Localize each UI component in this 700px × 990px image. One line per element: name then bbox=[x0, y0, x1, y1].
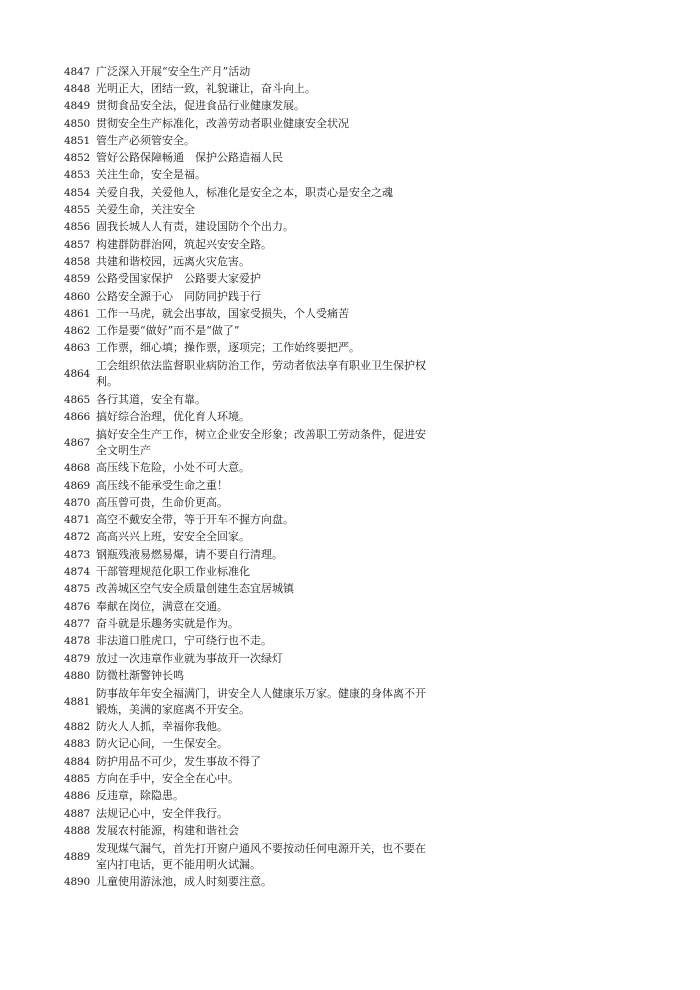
item-text: 贯彻安全生产标准化，改善劳动者职业健康安全状况 bbox=[96, 116, 349, 130]
item-text: 防火记心间，一生保安全。 bbox=[96, 737, 228, 751]
list-item bbox=[64, 460, 464, 477]
list-item bbox=[64, 408, 464, 425]
item-number: 4861 bbox=[64, 307, 90, 320]
item-text: 共建和谐校园，远离火灾危害。 bbox=[96, 254, 250, 268]
item-number: 4848 bbox=[64, 82, 90, 95]
list-item bbox=[64, 115, 464, 132]
item-number: 4855 bbox=[64, 204, 90, 217]
item-number: 4880 bbox=[64, 669, 90, 682]
list-item bbox=[64, 563, 464, 580]
item-text: 方向在手中，安全全在心中。 bbox=[96, 772, 239, 786]
list-item bbox=[64, 667, 464, 684]
item-number: 4854 bbox=[64, 186, 90, 199]
item-text: 关注生命，安全是福。 bbox=[96, 168, 206, 182]
item-number: 4879 bbox=[64, 652, 90, 665]
item-number: 4867 bbox=[64, 436, 90, 449]
item-number: 4865 bbox=[64, 393, 90, 406]
list-item bbox=[64, 685, 464, 719]
item-number: 4864 bbox=[64, 368, 90, 381]
item-text: 工作是要“做好”而不是“做了” bbox=[96, 324, 240, 338]
item-text: 法规记心中，安全伴我行。 bbox=[96, 806, 228, 820]
item-number: 4875 bbox=[64, 583, 90, 596]
item-text: 放过一次违章作业就为事故开一次绿灯 bbox=[96, 651, 283, 665]
list-item bbox=[64, 305, 464, 322]
list-item bbox=[64, 288, 464, 305]
item-text: 钢瓶残液易燃易爆，请不要自行清理。 bbox=[96, 547, 283, 561]
list-item bbox=[64, 149, 464, 166]
item-text: 奉献在岗位，满意在交通。 bbox=[96, 599, 228, 613]
item-number: 4887 bbox=[64, 807, 90, 820]
item-text: 各行其道，安全有靠。 bbox=[96, 392, 206, 406]
item-text: 管好公路保障畅通 保护公路造福人民 bbox=[96, 151, 283, 165]
list-item bbox=[64, 615, 464, 632]
item-number: 4856 bbox=[64, 221, 90, 234]
item-text: 光明正大，团结一致，礼貌谦让，奋斗向上。 bbox=[96, 81, 316, 95]
item-number: 4868 bbox=[64, 462, 90, 475]
list-item bbox=[64, 840, 464, 874]
list-item bbox=[64, 253, 464, 270]
item-text: 高高兴兴上班，安安全全回家。 bbox=[96, 530, 250, 544]
item-number: 4890 bbox=[64, 876, 90, 889]
item-text: 防微杜渐警钟长鸣 bbox=[96, 668, 184, 682]
item-number: 4881 bbox=[64, 695, 90, 708]
list-item bbox=[64, 546, 464, 563]
item-number: 4878 bbox=[64, 635, 90, 648]
item-number: 4885 bbox=[64, 773, 90, 786]
item-text: 工会组织依法监督职业病防治工作，劳动者依法享有职业卫生保护权 利。 bbox=[96, 359, 426, 389]
list-item bbox=[64, 822, 464, 839]
item-number: 4877 bbox=[64, 617, 90, 630]
item-number: 4886 bbox=[64, 790, 90, 803]
item-text: 搞好综合治理，优化育人环境。 bbox=[96, 409, 250, 423]
list-item bbox=[64, 770, 464, 787]
list-item bbox=[64, 719, 464, 736]
item-number: 4850 bbox=[64, 117, 90, 130]
list-item bbox=[64, 788, 464, 805]
list-item bbox=[64, 271, 464, 288]
item-text: 改善城区空气安全质量创建生态宜居城镇 bbox=[96, 582, 294, 596]
list-item bbox=[64, 753, 464, 770]
list-item bbox=[64, 98, 464, 115]
list-item bbox=[64, 80, 464, 97]
item-number: 4859 bbox=[64, 273, 90, 286]
item-text: 公路受国家保护 公路要大家爱护 bbox=[96, 272, 261, 286]
item-number: 4860 bbox=[64, 290, 90, 303]
item-text: 高压线不能承受生命之重！ bbox=[96, 478, 228, 492]
item-number: 4876 bbox=[64, 600, 90, 613]
list-item bbox=[64, 477, 464, 494]
list-item bbox=[64, 63, 464, 80]
item-text: 工作一马虎，就会出事故，国家受损失，个人受痛苦 bbox=[96, 306, 349, 320]
item-number: 4882 bbox=[64, 721, 90, 734]
list-item bbox=[64, 633, 464, 650]
item-number: 4853 bbox=[64, 169, 90, 182]
item-text: 搞好安全生产工作，树立企业安全形象；改善职工劳动条件，促进安 全文明生产 bbox=[96, 427, 426, 457]
item-number: 4849 bbox=[64, 100, 90, 113]
item-text: 高压曾可贵，生命价更高。 bbox=[96, 495, 228, 509]
item-text: 发现煤气漏气，首先打开窗户通风不要按动任何电源开关，也不要在 室内打电话，更不能用明火试漏。 bbox=[96, 841, 426, 871]
list-item bbox=[64, 805, 464, 822]
item-text: 固我长城人人有责，建设国防个个出力。 bbox=[96, 220, 294, 234]
item-text: 高压线下危险，小处不可大意。 bbox=[96, 461, 250, 475]
item-text: 非法道口胜虎口，宁可绕行也不走。 bbox=[96, 634, 272, 648]
list-item bbox=[64, 391, 464, 408]
item-text: 公路安全源于心 同防同护践于行 bbox=[96, 289, 261, 303]
list-item bbox=[64, 874, 464, 891]
item-number: 4862 bbox=[64, 325, 90, 338]
list-item bbox=[64, 340, 464, 357]
item-text: 构建群防群治网，筑起兴安安全路。 bbox=[96, 237, 272, 251]
item-text: 防火人人抓，幸福你我他。 bbox=[96, 720, 228, 734]
list-item bbox=[64, 236, 464, 253]
item-text: 反违章，除隐患。 bbox=[96, 789, 184, 803]
slogan-list bbox=[64, 63, 464, 891]
item-text: 广泛深入开展“安全生产月”活动 bbox=[96, 64, 251, 78]
item-number: 4871 bbox=[64, 514, 90, 527]
item-text: 贯彻食品安全法，促进食品行业健康发展。 bbox=[96, 99, 305, 113]
item-number: 4863 bbox=[64, 342, 90, 355]
item-text: 防护用品不可少，发生事故不得了 bbox=[96, 754, 261, 768]
item-number: 4884 bbox=[64, 755, 90, 768]
list-item bbox=[64, 219, 464, 236]
item-number: 4888 bbox=[64, 824, 90, 837]
list-item bbox=[64, 598, 464, 615]
item-number: 4869 bbox=[64, 479, 90, 492]
item-text: 工作票，细心填；操作票，逐项完；工作始终要把严。 bbox=[96, 341, 360, 355]
item-text: 奋斗就是乐趣务实就是作为。 bbox=[96, 616, 239, 630]
item-text: 关爱生命，关注安全 bbox=[96, 203, 195, 217]
item-text: 防事故年年安全福满门，讲安全人人健康乐万家。健康的身体离不开 锻炼，美满的家庭离不开安全。 bbox=[96, 686, 426, 716]
item-number: 4873 bbox=[64, 548, 90, 561]
item-number: 4870 bbox=[64, 496, 90, 509]
item-number: 4852 bbox=[64, 152, 90, 165]
item-number: 4872 bbox=[64, 531, 90, 544]
item-number: 4889 bbox=[64, 850, 90, 863]
list-item bbox=[64, 426, 464, 460]
item-text: 高空不戴安全带，等于开车不握方向盘。 bbox=[96, 513, 294, 527]
list-item bbox=[64, 132, 464, 149]
item-number: 4866 bbox=[64, 410, 90, 423]
list-item bbox=[64, 512, 464, 529]
list-item bbox=[64, 494, 464, 511]
list-item bbox=[64, 201, 464, 218]
list-item bbox=[64, 650, 464, 667]
item-text: 干部管理规范化职工作业标准化 bbox=[96, 565, 250, 579]
item-text: 发展农村能源，构建和谐社会 bbox=[96, 823, 239, 837]
list-item bbox=[64, 167, 464, 184]
list-item bbox=[64, 322, 464, 339]
item-number: 4851 bbox=[64, 134, 90, 147]
item-number: 4857 bbox=[64, 238, 90, 251]
list-item bbox=[64, 357, 464, 391]
item-number: 4847 bbox=[64, 65, 90, 78]
item-text: 关爱自我，关爱他人，标准化是安全之本，职责心是安全之魂 bbox=[96, 185, 393, 199]
item-text: 儿童使用游泳池，成人时刻要注意。 bbox=[96, 875, 272, 889]
item-text: 管生产必须管安全。 bbox=[96, 133, 195, 147]
list-item bbox=[64, 581, 464, 598]
list-item bbox=[64, 184, 464, 201]
item-number: 4883 bbox=[64, 738, 90, 751]
list-item bbox=[64, 529, 464, 546]
item-number: 4858 bbox=[64, 255, 90, 268]
item-number: 4874 bbox=[64, 566, 90, 579]
list-item bbox=[64, 736, 464, 753]
